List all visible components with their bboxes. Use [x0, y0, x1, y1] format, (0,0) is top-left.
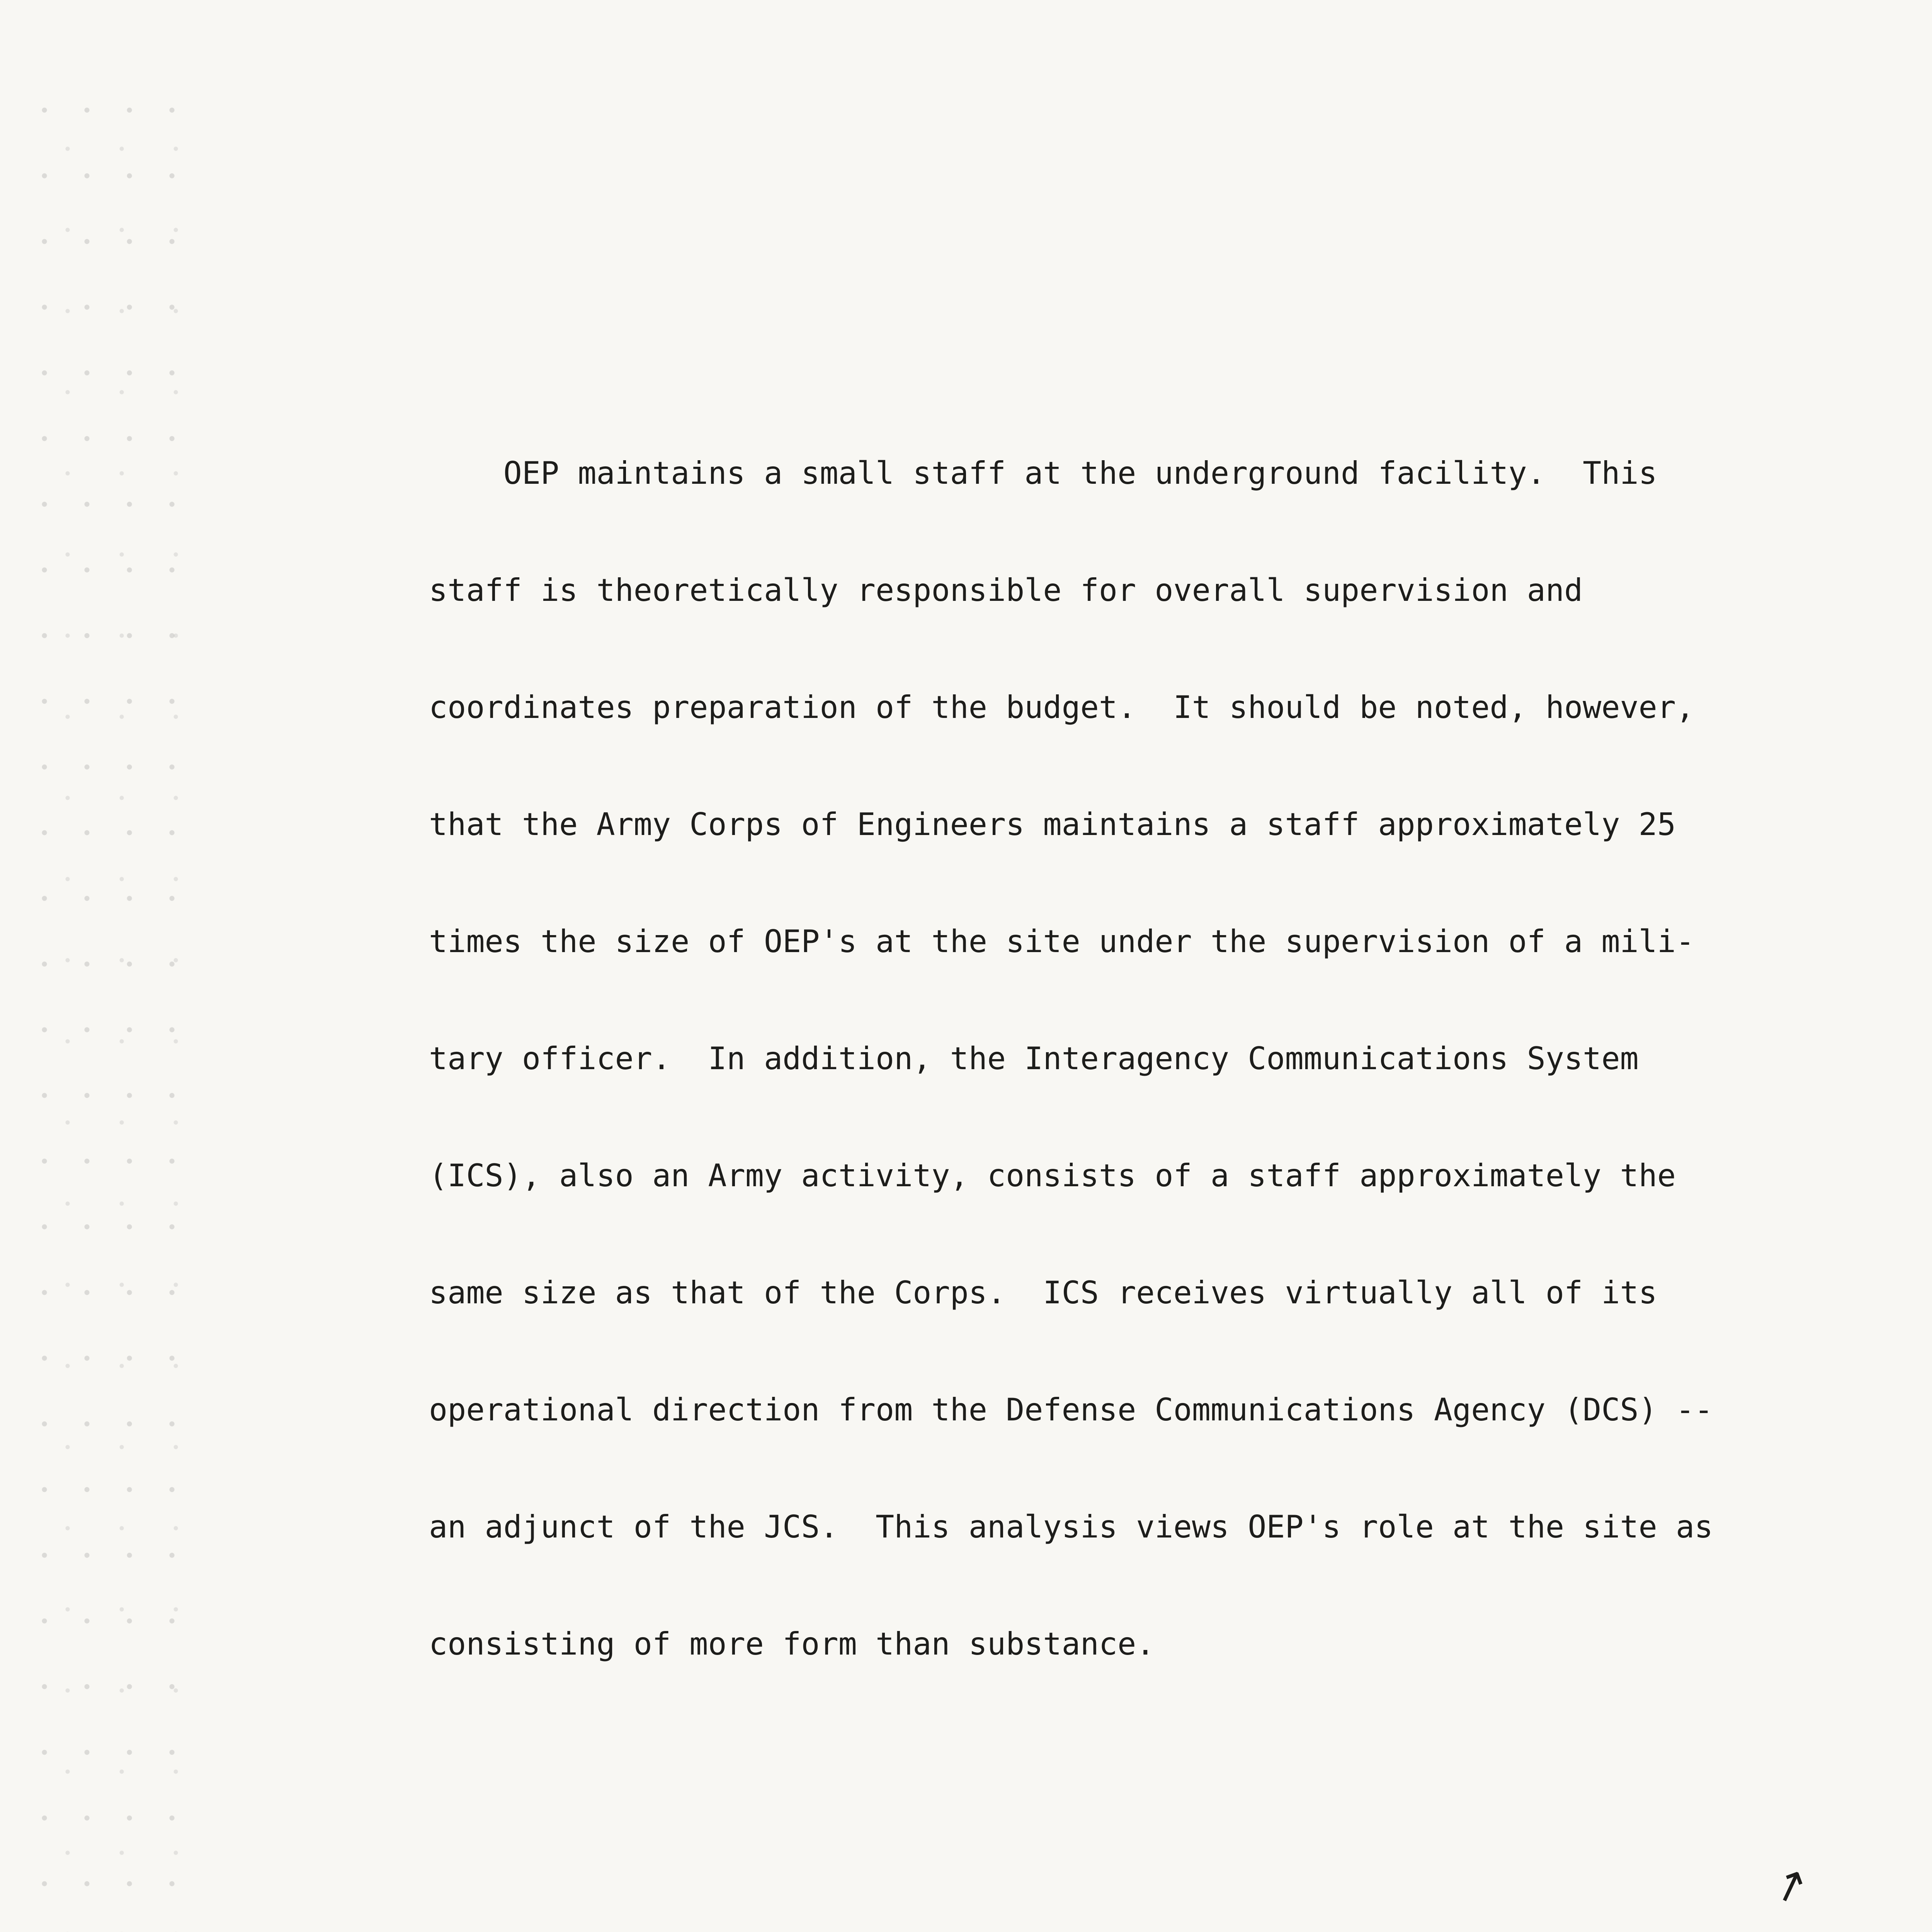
text-line: consisting of more form than substance.: [429, 1626, 1155, 1662]
margin-mark: ↗: [1765, 1856, 1816, 1915]
text-line: an adjunct of the JCS. This analysis views OEP's role at the site as: [429, 1509, 1713, 1545]
paragraph-attack-situation: [429, 1898, 1859, 1932]
text-line: OEP maintains a small staff at the underground facility. This: [429, 455, 1657, 491]
text-line: tary officer. In addition, the Interagency Communications System: [429, 1041, 1639, 1077]
text-line: same size as that of the Corps. ICS receives virtually all of its: [429, 1275, 1657, 1311]
document-body: [429, 298, 1859, 1932]
scan-noise-left: [23, 77, 185, 1932]
text-line: coordinates preparation of the budget. It should be noted, however,: [429, 689, 1695, 725]
text-line: that the Army Corps of Engineers maintains a staff approximately 25: [429, 806, 1676, 842]
text-line: operational direction from the Defense Communications Agency (DCS) --: [429, 1392, 1713, 1428]
paragraph-oep-staff: [429, 376, 1859, 1742]
text-line: staff is theoretically responsible for overall supervision and: [429, 572, 1583, 608]
text-line: (ICS), also an Army activity, consists of a staff approximately the: [429, 1158, 1676, 1194]
text-line: times the size of OEP's at the site under the supervision of a mili-: [429, 923, 1695, 959]
